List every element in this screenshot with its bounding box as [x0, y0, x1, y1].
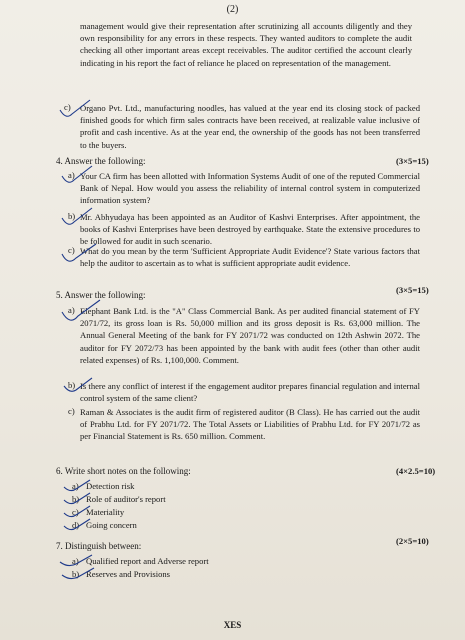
pen-tick-q7b — [62, 568, 94, 579]
q6d-label: d) — [72, 520, 80, 530]
page-number: (2) — [226, 4, 239, 15]
pen-tick-q6d — [64, 519, 90, 530]
q3c-text: Organo Pvt. Ltd., manufacturing noodles, has valued at the year end its closing stock of packed finished goods for which firm sales contracts have been received, at realizable value inclusive of profit and cash incentive. As at the year end, the ownership of the goods has not been transferred to the buyers. — [80, 103, 420, 150]
q4-marks: (3×5=15) — [396, 156, 429, 166]
q3-continuation-text: management would give their representation after scrutinizing all accounts diligently and they own responsibility for any errors in these respects. They wanted auditors to complete the audit checking all other important areas except receivables. The auditor certified the account clearly indicating in his report the fact of reliance he placed on representation of the management. — [80, 21, 412, 68]
q6b-text: Role of auditor's report — [86, 494, 166, 504]
q6-heading: 6. Write short notes on the following: — [56, 466, 191, 476]
pen-tick-q6b — [64, 493, 90, 504]
q4-heading: 4. Answer the following: — [56, 156, 146, 166]
q6b-label: b) — [72, 494, 80, 504]
q6-marks: (4×2.5=10) — [396, 466, 436, 476]
pen-tick-q5b — [64, 378, 92, 391]
q4a-text: Your CA firm has been allotted with Information Systems Audit of one of the reputed Commercial Bank of Nepal. How would you assess the reliability of internal control system in computerized information system? — [80, 171, 420, 206]
q3c-label: c) — [64, 102, 71, 112]
pen-tick-q7a — [60, 555, 92, 566]
q7b-label: b) — [72, 569, 80, 579]
pen-tick-q4a — [62, 166, 92, 182]
q4c-text: What do you mean by the term 'Sufficient Appropriate Audit Evidence'? State various factors that help the auditor to ascertain as to what is sufficient appropriate audit evidence. — [80, 246, 420, 269]
q7b-text: Reserves and Provisions — [86, 569, 171, 579]
q5c-text: Raman & Associates is the audit firm of registered auditor (B Class). He has carried out the audit of Prabhu Ltd. for FY 2071/72. The Total Assets or Liabilities of Prabhu Ltd. for FY 2071/72 as per Financial Statement is Rs. 650 million. Comment. — [80, 407, 420, 442]
q5a-label: a) — [68, 305, 75, 315]
pen-tick-q4c — [62, 244, 96, 261]
q7-marks: (2×5=10) — [396, 536, 429, 546]
q4c-label: c) — [68, 245, 75, 255]
q4b-label: b) — [68, 211, 76, 221]
q5c-label: c) — [68, 406, 75, 416]
q6c-label: c) — [72, 507, 79, 517]
q7a-text: Qualified report and Adverse report — [86, 556, 209, 566]
q4a-label: a) — [68, 170, 75, 180]
pen-tick-q6a — [64, 480, 90, 491]
q6d-text: Going concern — [86, 520, 137, 530]
q4b-text: Mr. Abhyudaya has been appointed as an Auditor of Kashvi Enterprises. After appointment, the books of Kashvi Enterprises have been destroyed by earthquake. State the extensive procedures to be followed for audit in such scenario. — [80, 212, 420, 247]
page-footer: XES — [223, 620, 242, 630]
q5-marks: (3×5=15) — [396, 285, 429, 295]
pen-tick-q3c — [60, 100, 90, 116]
q5a-text: Elephant Bank Ltd. is the "A" Class Commercial Bank. As per audited financial statement of FY 2071/72, its gross loan is Rs. 50,000 million and its gross deposit is Rs. 63,000 million. The Annual General Meeting of the bank for FY 2071/72 was conducted on 12th Ashwin 2072. The auditor for FY 2072/73 has been appointed by the bank with audit fees (other than other audit related expenses) of Rs. 1,100,000. Comment. — [80, 306, 420, 365]
q5b-label: b) — [68, 380, 76, 390]
pen-tick-q4b — [62, 208, 92, 224]
q5-heading: 5. Answer the following: — [56, 290, 146, 300]
q6c-text: Materiality — [86, 507, 125, 517]
q7a-label: a) — [72, 556, 79, 566]
q7-heading: 7. Distinguish between: — [56, 541, 142, 551]
q6a-label: a) — [72, 481, 79, 491]
q6a-text: Detection risk — [86, 481, 135, 491]
q5b-text: Is there any conflict of interest if the engagement auditor prepares financial regulation and internal control system of the same client? — [80, 381, 420, 404]
pen-tick-q5a — [62, 300, 100, 320]
pen-tick-q6c — [64, 506, 90, 517]
